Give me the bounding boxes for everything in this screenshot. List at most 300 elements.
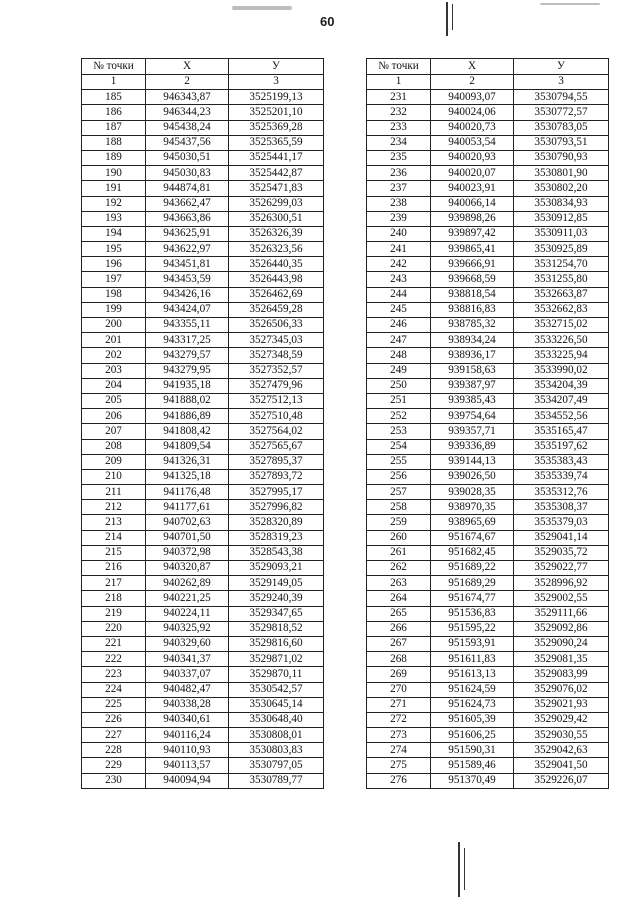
table-row [82, 211, 324, 226]
x-coordinate-cell: 951595,22 [431, 621, 514, 636]
table-row [367, 500, 609, 515]
x-coordinate-cell: 939158,63 [431, 363, 514, 378]
x-coordinate-cell: 941886,89 [146, 409, 229, 424]
x-coordinate-cell: 940116,24 [146, 728, 229, 743]
y-coordinate-cell: 3529041,14 [514, 530, 609, 545]
coordinates-table-left-wrap [81, 58, 324, 789]
x-coordinate-cell: 945030,83 [146, 166, 229, 181]
table-row [82, 272, 324, 287]
y-coordinate-cell: 3525365,59 [229, 135, 324, 150]
point-number-cell: 249 [367, 363, 431, 378]
point-number-cell: 202 [82, 348, 146, 363]
table-row [82, 576, 324, 591]
point-number-cell: 243 [367, 272, 431, 287]
y-coordinate-cell: 3529092,86 [514, 621, 609, 636]
point-number-cell: 190 [82, 166, 146, 181]
column-number: 1 [82, 75, 146, 90]
x-coordinate-cell: 940329,60 [146, 636, 229, 651]
y-coordinate-cell: 3535312,76 [514, 485, 609, 500]
y-coordinate-cell: 3530772,57 [514, 105, 609, 120]
column-header-y: У [514, 59, 609, 75]
point-number-cell: 232 [367, 105, 431, 120]
table-row [82, 773, 324, 788]
y-coordinate-cell: 3525442,87 [229, 166, 324, 181]
x-coordinate-cell: 945437,56 [146, 135, 229, 150]
table-row [367, 515, 609, 530]
x-coordinate-cell: 940702,63 [146, 515, 229, 530]
x-coordinate-cell: 940221,25 [146, 591, 229, 606]
table-row [367, 226, 609, 241]
point-number-cell: 227 [82, 728, 146, 743]
table-row [367, 576, 609, 591]
table-row [367, 469, 609, 484]
point-number-cell: 217 [82, 576, 146, 591]
y-coordinate-cell: 3530801,90 [514, 166, 609, 181]
scan-binding-mark [458, 842, 460, 897]
table-row [82, 728, 324, 743]
x-coordinate-cell: 939336,89 [431, 439, 514, 454]
x-coordinate-cell: 939144,13 [431, 454, 514, 469]
x-coordinate-cell: 943662,47 [146, 196, 229, 211]
point-number-cell: 267 [367, 636, 431, 651]
y-coordinate-cell: 3527512,13 [229, 393, 324, 408]
table-row [367, 606, 609, 621]
point-number-cell: 198 [82, 287, 146, 302]
table-column-number-row [82, 75, 324, 90]
x-coordinate-cell: 946344,23 [146, 105, 229, 120]
table-row [82, 636, 324, 651]
y-coordinate-cell: 3526323,56 [229, 242, 324, 257]
point-number-cell: 271 [367, 697, 431, 712]
x-coordinate-cell: 941326,31 [146, 454, 229, 469]
x-coordinate-cell: 940325,92 [146, 621, 229, 636]
point-number-cell: 273 [367, 728, 431, 743]
table-column-number-row [367, 75, 609, 90]
point-number-cell: 200 [82, 318, 146, 333]
table-row [367, 242, 609, 257]
y-coordinate-cell: 3527995,17 [229, 485, 324, 500]
point-number-cell: 223 [82, 667, 146, 682]
x-coordinate-cell: 941177,61 [146, 500, 229, 515]
y-coordinate-cell: 3527352,57 [229, 363, 324, 378]
y-coordinate-cell: 3529029,42 [514, 712, 609, 727]
point-number-cell: 195 [82, 242, 146, 257]
table-row [367, 166, 609, 181]
table-row [367, 621, 609, 636]
y-coordinate-cell: 3526462,69 [229, 287, 324, 302]
x-coordinate-cell: 944874,81 [146, 181, 229, 196]
table-row [367, 697, 609, 712]
x-coordinate-cell: 940023,91 [431, 181, 514, 196]
x-coordinate-cell: 939898,26 [431, 211, 514, 226]
x-coordinate-cell: 943451,81 [146, 257, 229, 272]
table-row [367, 424, 609, 439]
y-coordinate-cell: 3528319,23 [229, 530, 324, 545]
table-row [82, 135, 324, 150]
table-row [367, 591, 609, 606]
x-coordinate-cell: 943424,07 [146, 302, 229, 317]
table-row [82, 743, 324, 758]
y-coordinate-cell: 3535165,47 [514, 424, 609, 439]
table-row [367, 90, 609, 105]
x-coordinate-cell: 951682,45 [431, 545, 514, 560]
point-number-cell: 261 [367, 545, 431, 560]
y-coordinate-cell: 3531255,80 [514, 272, 609, 287]
x-coordinate-cell: 941935,18 [146, 378, 229, 393]
point-number-cell: 263 [367, 576, 431, 591]
point-number-cell: 274 [367, 743, 431, 758]
point-number-cell: 264 [367, 591, 431, 606]
table-row [82, 500, 324, 515]
scan-binding-mark [446, 2, 448, 36]
table-row [367, 348, 609, 363]
point-number-cell: 242 [367, 257, 431, 272]
x-coordinate-cell: 940094,94 [146, 773, 229, 788]
table-row [367, 682, 609, 697]
x-coordinate-cell: 938818,54 [431, 287, 514, 302]
y-coordinate-cell: 3525369,28 [229, 120, 324, 135]
y-coordinate-cell: 3526506,33 [229, 318, 324, 333]
x-coordinate-cell: 943279,95 [146, 363, 229, 378]
table-row [82, 469, 324, 484]
table-row [367, 272, 609, 287]
y-coordinate-cell: 3527510,48 [229, 409, 324, 424]
x-coordinate-cell: 951624,73 [431, 697, 514, 712]
y-coordinate-cell: 3526326,39 [229, 226, 324, 241]
point-number-cell: 201 [82, 333, 146, 348]
y-coordinate-cell: 3530783,05 [514, 120, 609, 135]
y-coordinate-cell: 3529240,39 [229, 591, 324, 606]
point-number-cell: 203 [82, 363, 146, 378]
x-coordinate-cell: 940020,73 [431, 120, 514, 135]
table-row [367, 530, 609, 545]
table-row [367, 439, 609, 454]
table-row [82, 606, 324, 621]
point-number-cell: 276 [367, 773, 431, 788]
x-coordinate-cell: 940701,50 [146, 530, 229, 545]
table-row [367, 545, 609, 560]
scan-smudge [540, 3, 600, 5]
x-coordinate-cell: 943426,16 [146, 287, 229, 302]
y-coordinate-cell: 3529076,02 [514, 682, 609, 697]
table-row [367, 333, 609, 348]
point-number-cell: 253 [367, 424, 431, 439]
y-coordinate-cell: 3526443,98 [229, 272, 324, 287]
x-coordinate-cell: 940337,07 [146, 667, 229, 682]
y-coordinate-cell: 3527565,67 [229, 439, 324, 454]
table-row [82, 378, 324, 393]
coordinates-table-right [366, 58, 609, 789]
table-row [367, 378, 609, 393]
x-coordinate-cell: 939668,59 [431, 272, 514, 287]
x-coordinate-cell: 951689,29 [431, 576, 514, 591]
point-number-cell: 204 [82, 378, 146, 393]
x-coordinate-cell: 939865,41 [431, 242, 514, 257]
table-row [82, 545, 324, 560]
y-coordinate-cell: 3529347,65 [229, 606, 324, 621]
table-row [82, 591, 324, 606]
x-coordinate-cell: 940110,93 [146, 743, 229, 758]
x-coordinate-cell: 938970,35 [431, 500, 514, 515]
table-header-row [82, 59, 324, 75]
y-coordinate-cell: 3526440,35 [229, 257, 324, 272]
point-number-cell: 228 [82, 743, 146, 758]
x-coordinate-cell: 951589,46 [431, 758, 514, 773]
column-header-point-number: № точки [82, 59, 146, 75]
x-coordinate-cell: 940113,57 [146, 758, 229, 773]
table-row [82, 454, 324, 469]
point-number-cell: 255 [367, 454, 431, 469]
point-number-cell: 259 [367, 515, 431, 530]
table-row [82, 515, 324, 530]
y-coordinate-cell: 3529002,55 [514, 591, 609, 606]
x-coordinate-cell: 943279,57 [146, 348, 229, 363]
table-row [82, 485, 324, 500]
point-number-cell: 206 [82, 409, 146, 424]
y-coordinate-cell: 3529022,77 [514, 561, 609, 576]
point-number-cell: 215 [82, 545, 146, 560]
table-row [367, 196, 609, 211]
y-coordinate-cell: 3533225,94 [514, 348, 609, 363]
x-coordinate-cell: 938965,69 [431, 515, 514, 530]
y-coordinate-cell: 3530793,51 [514, 135, 609, 150]
point-number-cell: 275 [367, 758, 431, 773]
table-row [82, 439, 324, 454]
table-row [82, 226, 324, 241]
point-number-cell: 210 [82, 469, 146, 484]
y-coordinate-cell: 3534207,49 [514, 393, 609, 408]
table-row [367, 743, 609, 758]
y-coordinate-cell: 3530648,40 [229, 712, 324, 727]
x-coordinate-cell: 951536,83 [431, 606, 514, 621]
y-coordinate-cell: 3527893,72 [229, 469, 324, 484]
point-number-cell: 214 [82, 530, 146, 545]
point-number-cell: 193 [82, 211, 146, 226]
x-coordinate-cell: 938934,24 [431, 333, 514, 348]
y-coordinate-cell: 3525471,83 [229, 181, 324, 196]
x-coordinate-cell: 951613,13 [431, 667, 514, 682]
x-coordinate-cell: 940093,07 [431, 90, 514, 105]
point-number-cell: 237 [367, 181, 431, 196]
y-coordinate-cell: 3529226,07 [514, 773, 609, 788]
table-row [82, 287, 324, 302]
table-row [82, 393, 324, 408]
y-coordinate-cell: 3529870,11 [229, 667, 324, 682]
table-row [82, 90, 324, 105]
y-coordinate-cell: 3532715,02 [514, 318, 609, 333]
table-row [82, 150, 324, 165]
column-header-y: У [229, 59, 324, 75]
y-coordinate-cell: 3529035,72 [514, 545, 609, 560]
column-header-point-number: № точки [367, 59, 431, 75]
x-coordinate-cell: 945030,51 [146, 150, 229, 165]
point-number-cell: 225 [82, 697, 146, 712]
table-row [367, 257, 609, 272]
table-row [367, 758, 609, 773]
x-coordinate-cell: 940224,11 [146, 606, 229, 621]
table-row [367, 485, 609, 500]
y-coordinate-cell: 3534204,39 [514, 378, 609, 393]
y-coordinate-cell: 3530790,93 [514, 150, 609, 165]
point-number-cell: 251 [367, 393, 431, 408]
point-number-cell: 219 [82, 606, 146, 621]
table-row [82, 257, 324, 272]
x-coordinate-cell: 943625,91 [146, 226, 229, 241]
table-row [367, 105, 609, 120]
table-row [367, 728, 609, 743]
y-coordinate-cell: 3530808,01 [229, 728, 324, 743]
y-coordinate-cell: 3528320,89 [229, 515, 324, 530]
page-number: 60 [320, 14, 335, 29]
point-number-cell: 218 [82, 591, 146, 606]
x-coordinate-cell: 951593,91 [431, 636, 514, 651]
x-coordinate-cell: 940020,07 [431, 166, 514, 181]
x-coordinate-cell: 939385,43 [431, 393, 514, 408]
x-coordinate-cell: 939666,91 [431, 257, 514, 272]
y-coordinate-cell: 3531254,70 [514, 257, 609, 272]
point-number-cell: 250 [367, 378, 431, 393]
x-coordinate-cell: 943663,86 [146, 211, 229, 226]
y-coordinate-cell: 3532663,87 [514, 287, 609, 302]
column-number: 3 [514, 75, 609, 90]
point-number-cell: 226 [82, 712, 146, 727]
x-coordinate-cell: 940320,87 [146, 561, 229, 576]
point-number-cell: 216 [82, 561, 146, 576]
table-row [367, 409, 609, 424]
point-number-cell: 222 [82, 652, 146, 667]
point-number-cell: 230 [82, 773, 146, 788]
table-row [82, 712, 324, 727]
table-row [82, 196, 324, 211]
x-coordinate-cell: 941325,18 [146, 469, 229, 484]
y-coordinate-cell: 3527348,59 [229, 348, 324, 363]
x-coordinate-cell: 939897,42 [431, 226, 514, 241]
x-coordinate-cell: 939026,50 [431, 469, 514, 484]
point-number-cell: 247 [367, 333, 431, 348]
point-number-cell: 239 [367, 211, 431, 226]
x-coordinate-cell: 951674,77 [431, 591, 514, 606]
x-coordinate-cell: 940341,37 [146, 652, 229, 667]
point-number-cell: 238 [367, 196, 431, 211]
x-coordinate-cell: 951590,31 [431, 743, 514, 758]
y-coordinate-cell: 3529021,93 [514, 697, 609, 712]
point-number-cell: 241 [367, 242, 431, 257]
point-number-cell: 258 [367, 500, 431, 515]
x-coordinate-cell: 939387,97 [431, 378, 514, 393]
y-coordinate-cell: 3530794,55 [514, 90, 609, 105]
y-coordinate-cell: 3530797,05 [229, 758, 324, 773]
x-coordinate-cell: 943622,97 [146, 242, 229, 257]
column-number: 1 [367, 75, 431, 90]
point-number-cell: 252 [367, 409, 431, 424]
y-coordinate-cell: 3532662,83 [514, 302, 609, 317]
point-number-cell: 254 [367, 439, 431, 454]
table-row [82, 652, 324, 667]
point-number-cell: 248 [367, 348, 431, 363]
table-row [367, 302, 609, 317]
point-number-cell: 270 [367, 682, 431, 697]
table-row [367, 636, 609, 651]
y-coordinate-cell: 3526459,28 [229, 302, 324, 317]
table-row [82, 333, 324, 348]
table-row [367, 561, 609, 576]
table-row [82, 561, 324, 576]
point-number-cell: 189 [82, 150, 146, 165]
point-number-cell: 235 [367, 150, 431, 165]
point-number-cell: 236 [367, 166, 431, 181]
point-number-cell: 246 [367, 318, 431, 333]
point-number-cell: 233 [367, 120, 431, 135]
x-coordinate-cell: 940262,89 [146, 576, 229, 591]
y-coordinate-cell: 3533990,02 [514, 363, 609, 378]
y-coordinate-cell: 3525201,10 [229, 105, 324, 120]
x-coordinate-cell: 938816,83 [431, 302, 514, 317]
y-coordinate-cell: 3528996,92 [514, 576, 609, 591]
table-row [82, 682, 324, 697]
x-coordinate-cell: 941808,42 [146, 424, 229, 439]
point-number-cell: 194 [82, 226, 146, 241]
x-coordinate-cell: 943317,25 [146, 333, 229, 348]
y-coordinate-cell: 3535379,03 [514, 515, 609, 530]
point-number-cell: 199 [82, 302, 146, 317]
y-coordinate-cell: 3526299,03 [229, 196, 324, 211]
column-number: 2 [146, 75, 229, 90]
column-header-x: X [146, 59, 229, 75]
y-coordinate-cell: 3530803,83 [229, 743, 324, 758]
point-number-cell: 265 [367, 606, 431, 621]
y-coordinate-cell: 3530645,14 [229, 697, 324, 712]
table-row [82, 621, 324, 636]
table-row [367, 211, 609, 226]
x-coordinate-cell: 938936,17 [431, 348, 514, 363]
x-coordinate-cell: 938785,32 [431, 318, 514, 333]
table-row [367, 181, 609, 196]
point-number-cell: 244 [367, 287, 431, 302]
table-row [82, 302, 324, 317]
point-number-cell: 268 [367, 652, 431, 667]
point-number-cell: 208 [82, 439, 146, 454]
x-coordinate-cell: 951606,25 [431, 728, 514, 743]
table-row [82, 758, 324, 773]
x-coordinate-cell: 940024,06 [431, 105, 514, 120]
table-row [367, 652, 609, 667]
table-row [367, 773, 609, 788]
table-row [82, 363, 324, 378]
y-coordinate-cell: 3530925,89 [514, 242, 609, 257]
x-coordinate-cell: 951370,49 [431, 773, 514, 788]
coordinates-table-right-wrap [366, 58, 609, 789]
point-number-cell: 224 [82, 682, 146, 697]
point-number-cell: 262 [367, 561, 431, 576]
x-coordinate-cell: 940066,14 [431, 196, 514, 211]
y-coordinate-cell: 3530542,57 [229, 682, 324, 697]
table-row [367, 318, 609, 333]
point-number-cell: 269 [367, 667, 431, 682]
point-number-cell: 245 [367, 302, 431, 317]
y-coordinate-cell: 3529090,24 [514, 636, 609, 651]
point-number-cell: 229 [82, 758, 146, 773]
point-number-cell: 266 [367, 621, 431, 636]
table-row [367, 363, 609, 378]
x-coordinate-cell: 940340,61 [146, 712, 229, 727]
point-number-cell: 211 [82, 485, 146, 500]
x-coordinate-cell: 951624,59 [431, 682, 514, 697]
point-number-cell: 260 [367, 530, 431, 545]
y-coordinate-cell: 3535383,43 [514, 454, 609, 469]
table-row [367, 150, 609, 165]
y-coordinate-cell: 3529042,63 [514, 743, 609, 758]
scan-smudge [232, 6, 292, 10]
